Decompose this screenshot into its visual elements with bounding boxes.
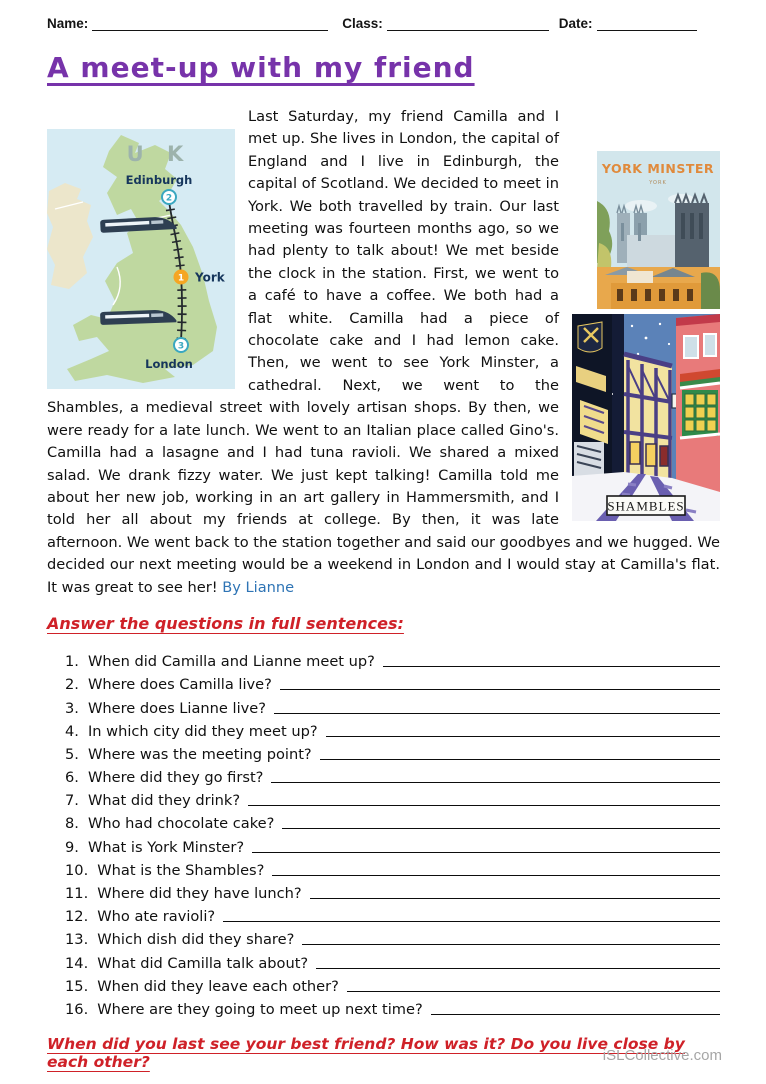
- map-label-edinburgh: Edinburgh: [125, 173, 193, 187]
- question-row: [65, 717, 720, 740]
- class-label: Class:: [342, 16, 383, 31]
- question-row: [65, 693, 720, 716]
- question-text: Where are they going to meet up next time?: [97, 1000, 423, 1018]
- question-text: What did Camilla talk about?: [97, 954, 309, 972]
- question-row: [65, 948, 720, 971]
- question-row: [65, 832, 720, 855]
- shambles-poster-label: SHAMBLES: [607, 498, 685, 514]
- question-text: Where did they go first?: [87, 769, 264, 787]
- questions-heading: Answer the questions in full sentences:: [47, 613, 404, 633]
- question-row: [65, 902, 720, 925]
- question-text: Who had chocolate cake?: [87, 815, 275, 833]
- question-row: [65, 856, 720, 879]
- answer-blank-line: [274, 713, 720, 714]
- shambles-poster: [572, 314, 720, 521]
- reading-passage: [47, 106, 720, 599]
- answer-blank-line: [248, 805, 720, 806]
- question-number: 6.: [65, 769, 79, 787]
- question-row: [65, 925, 720, 948]
- posters-column: [572, 151, 720, 521]
- answer-blank-line: [282, 828, 720, 829]
- question-number: 3.: [65, 699, 79, 717]
- question-text: When did they leave each other?: [97, 977, 339, 995]
- york-minster-poster: [597, 151, 720, 309]
- question-text: Where was the meeting point?: [87, 745, 312, 763]
- question-text: What did they drink?: [87, 792, 241, 810]
- map-label-york: York: [195, 270, 225, 285]
- answer-blank-line: [316, 968, 720, 969]
- answer-blank-line: [310, 898, 720, 899]
- answer-blank-line: [223, 921, 720, 922]
- map-region-label: U K: [126, 142, 192, 166]
- question-row: [65, 740, 720, 763]
- passage-byline: By Lianne: [222, 578, 295, 596]
- discussion-prompt: When did you last see your best friend? How was it? Do you live close by each other?: [47, 1034, 685, 1071]
- date-label: Date:: [558, 16, 593, 31]
- answer-blank-line: [302, 944, 720, 945]
- york-poster-subtitle: YORK: [649, 180, 667, 186]
- answer-blank-line: [271, 782, 720, 783]
- answer-blank-line: [320, 759, 720, 760]
- question-row: [65, 647, 720, 670]
- question-text: Where did they have lunch?: [97, 885, 302, 902]
- question-row: [65, 972, 720, 995]
- question-number: 15.: [65, 977, 89, 995]
- question-row: [65, 763, 720, 786]
- question-row: [65, 786, 720, 809]
- answer-blank-line: [383, 666, 720, 667]
- york-poster-title: YORK MINSTER: [601, 161, 715, 176]
- question-number: 11.: [65, 885, 89, 902]
- page-title: A meet-up with my friend: [47, 51, 475, 84]
- answer-blank-line: [347, 991, 720, 992]
- question-number: 9.: [65, 838, 79, 856]
- islcollective-watermark: iSLCollective.com: [602, 1047, 722, 1064]
- answer-blank-line: [280, 689, 720, 690]
- question-number: 2.: [65, 676, 79, 694]
- svg-text:1: 1: [177, 273, 185, 284]
- question-text: Where does Lianne live?: [87, 699, 267, 717]
- name-blank-line: [92, 17, 328, 31]
- question-number: 8.: [65, 815, 79, 833]
- question-text: What is the Shambles?: [97, 861, 265, 879]
- class-blank-line: [387, 17, 549, 31]
- map-label-london: London: [145, 357, 193, 371]
- svg-text:2: 2: [165, 193, 173, 204]
- questions-list: [65, 647, 720, 1018]
- header-row: [47, 16, 720, 31]
- question-text: Where does Camilla live?: [87, 676, 272, 694]
- question-number: 14.: [65, 954, 89, 972]
- question-text: Who ate ravioli?: [97, 908, 216, 926]
- name-label: Name:: [47, 16, 89, 31]
- question-text: Which dish did they share?: [97, 931, 295, 949]
- date-blank-line: [597, 17, 697, 31]
- passage-text: Last Saturday, my friend Camilla and I met up. She lives in London, the capital of England and I live in Edinburgh, the capital of Scotland. We decided to meet in York. We both travelled by train. Our last meeting was fourteen months ago, so we had plenty to talk about! We met beside the clock in the station. First, we went to a café to have a coffee. We both had a flat white. Camilla had a piece of chocolate cake and I had lemon cake. Then, we went to see York Minster, a cathedral. Next, we went to the Shambles, a medieval street with lovely artisan shops. By then, we were ready for a late lunch. We went to an Italian place called Gino's. Camilla had a lasagne and I had tuna ravioli. We shared a mixed salad. We drank fizzy water. We just kept talking! Camilla told me about her new job, working in an art gallery in Hammersmith, and I told her all about my friends at college. By then, it was late afternoon. We went back to the station together and said our goodbyes and we hugged. We decided our next meeting would be a weekend in London and I would stay at Camilla's flat. It was great to see her!: [47, 108, 720, 596]
- question-text: When did Camilla and Lianne meet up?: [87, 653, 375, 671]
- question-row: [65, 879, 720, 902]
- answer-blank-line: [326, 736, 720, 737]
- question-row: [65, 995, 720, 1018]
- answer-blank-line: [431, 1014, 720, 1015]
- question-text: What is York Minster?: [87, 838, 245, 856]
- question-number: 4.: [65, 722, 79, 740]
- uk-route-map: [47, 129, 235, 389]
- question-number: 10.: [65, 861, 89, 879]
- question-number: 13.: [65, 931, 89, 949]
- question-number: 7.: [65, 792, 79, 810]
- answer-blank-line: [252, 852, 720, 853]
- question-number: 12.: [65, 908, 89, 926]
- svg-text:3: 3: [177, 341, 185, 352]
- question-number: 1.: [65, 653, 79, 671]
- question-row: [65, 670, 720, 693]
- question-number: 5.: [65, 745, 79, 763]
- question-text: In which city did they meet up?: [87, 722, 318, 740]
- question-number: 16.: [65, 1000, 89, 1018]
- question-row: [65, 809, 720, 832]
- answer-blank-line: [272, 875, 720, 876]
